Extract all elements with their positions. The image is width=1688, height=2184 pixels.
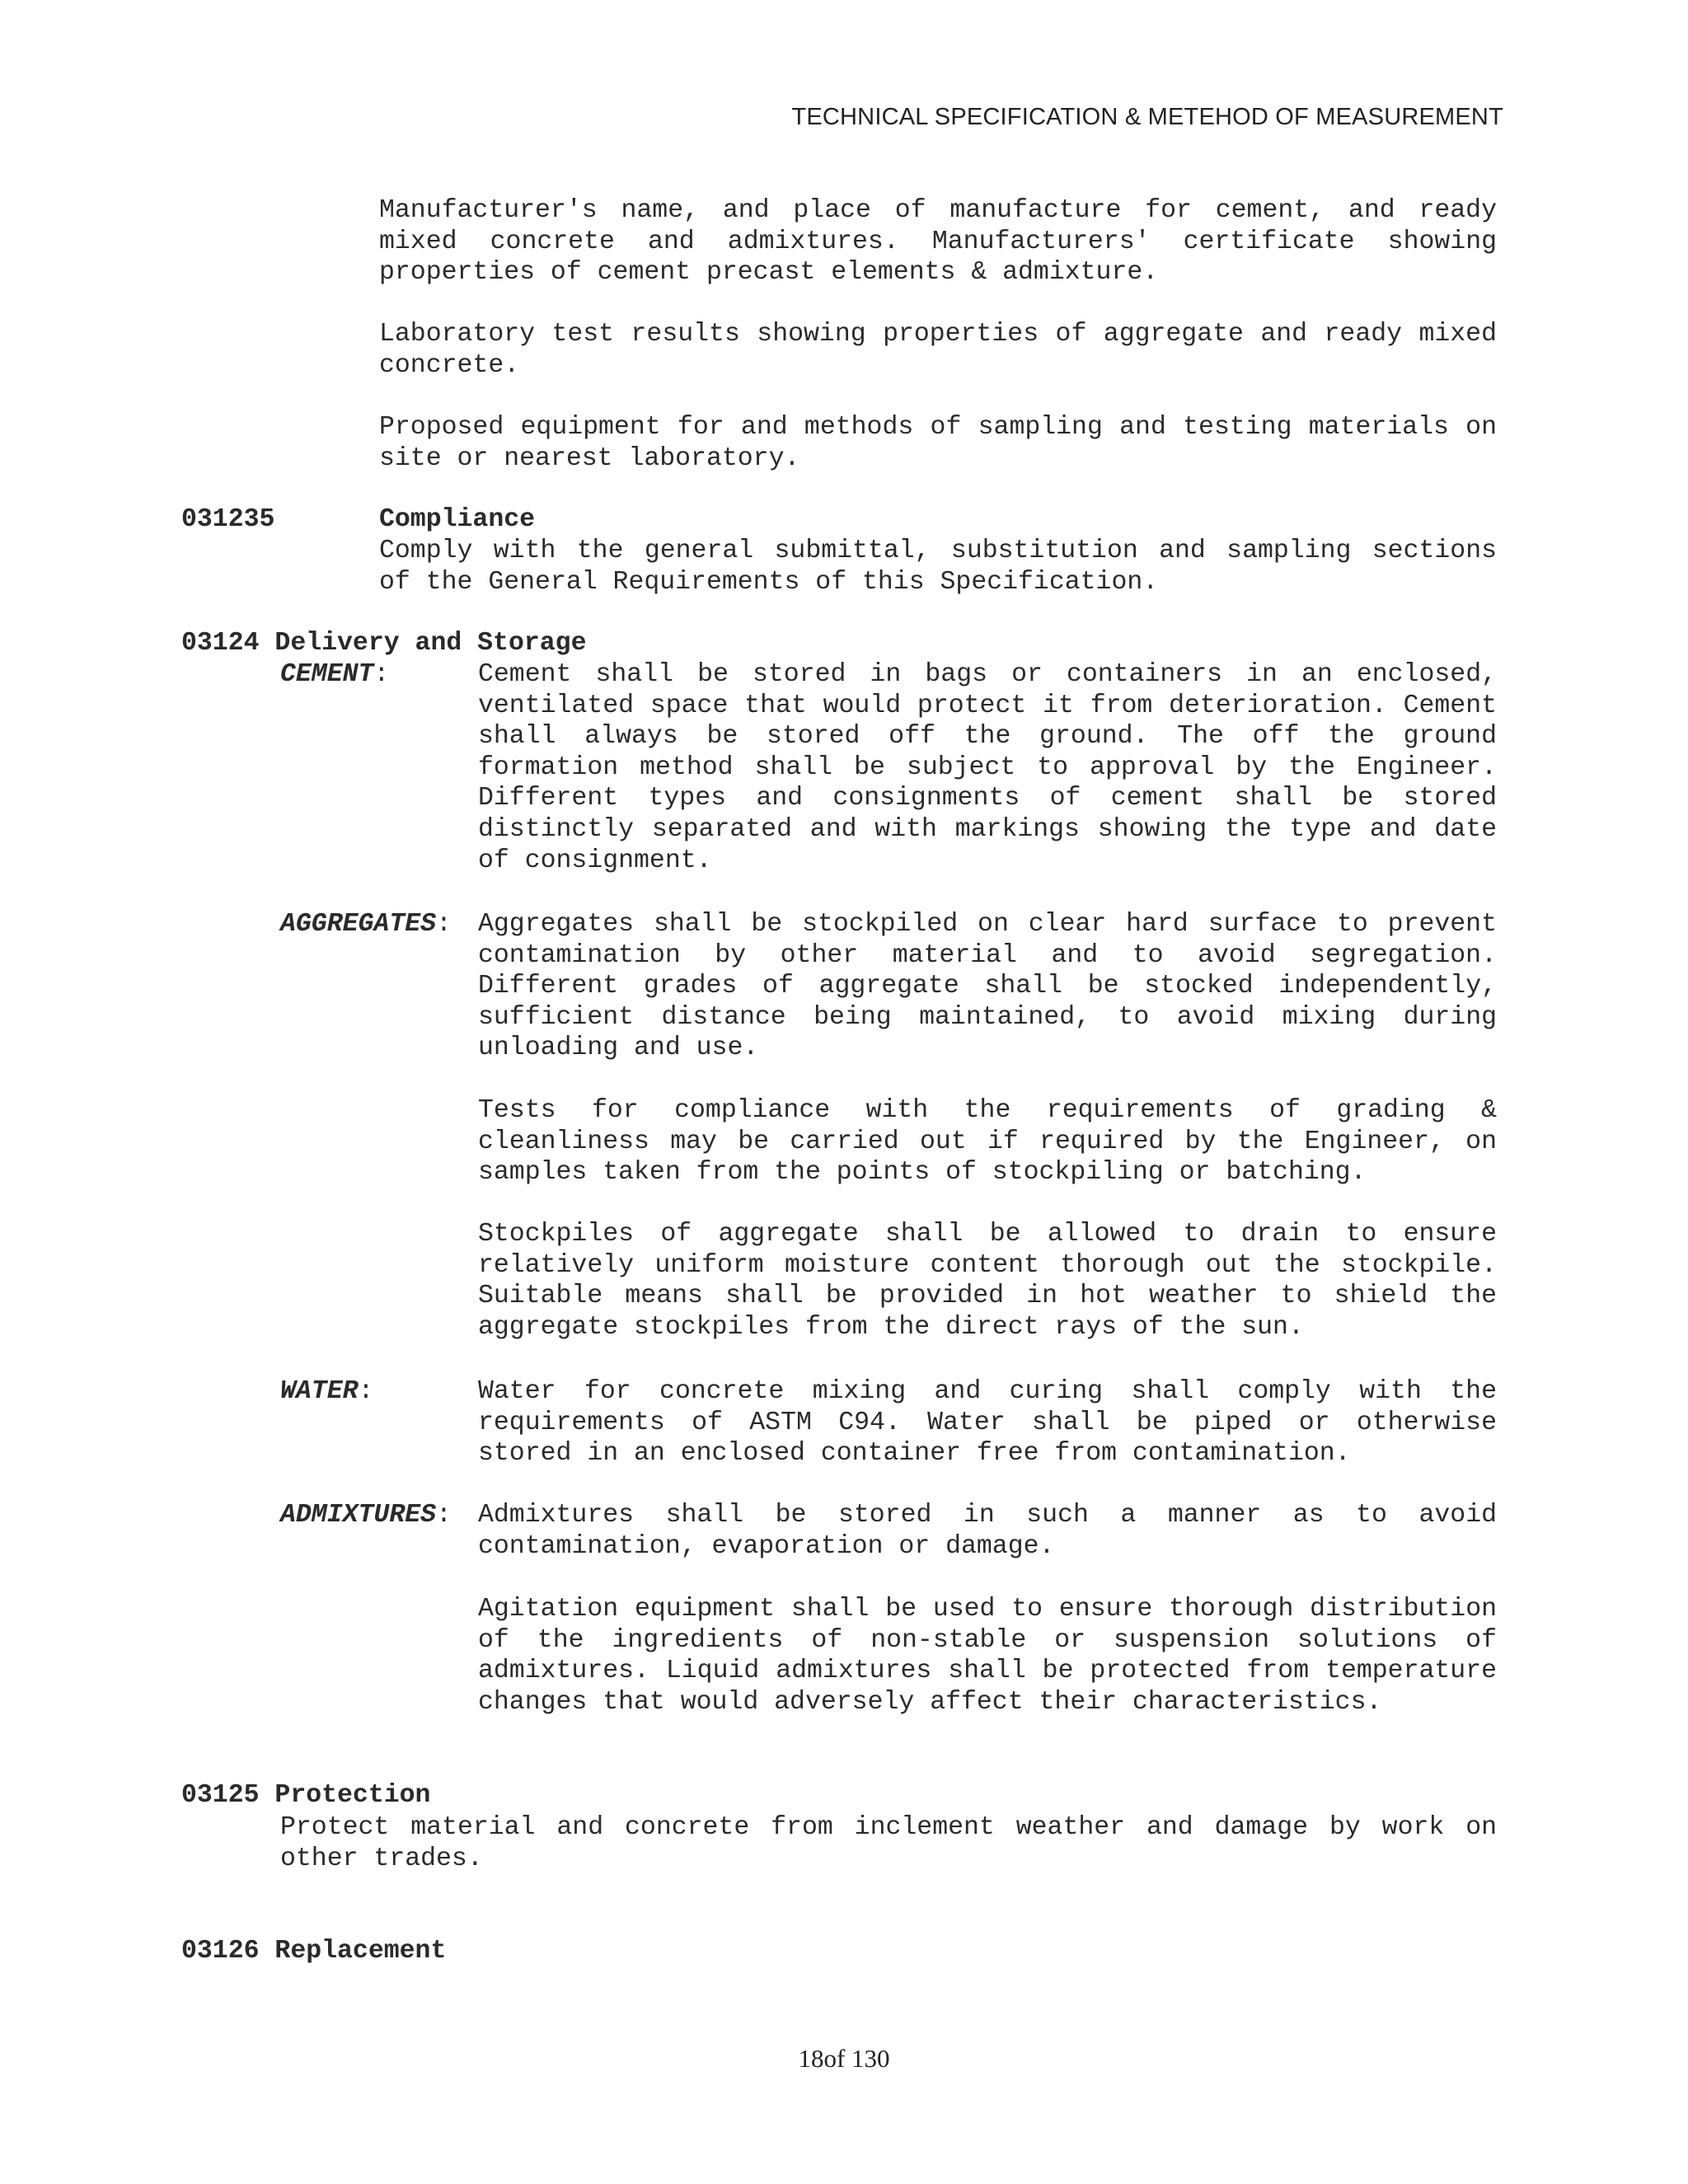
compliance-section-title: Compliance (379, 505, 536, 534)
replacement-heading: 03126 Replacement (181, 1937, 447, 1966)
aggregates-paragraph-1: Aggregates shall be stockpiled on clear hard surface to prevent contamination by other material and to avoid segregation. Different grades of aggregate shall be stocked independently, sufficient distance being maintained, to avoid mixing during unloading and use. (478, 910, 1497, 1063)
delivery-storage-heading: 03124 Delivery and Storage (181, 629, 587, 658)
intro-paragraph-1: Manufacturer's name, and place of manufacture for cement, and ready mixed concrete and admixtures. Manufacturers' certificate showing properties of cement precast elements & admixture. (379, 196, 1497, 288)
page-number-footer: 18of 130 (798, 2044, 890, 2073)
aggregates-paragraph-2: Tests for compliance with the requirements of grading & cleanliness may be carried out if required by the Engineer, on samples taken from the points of stockpiling or batching. (478, 1096, 1497, 1188)
intro-paragraph-3: Proposed equipment for and methods of sampling and testing materials on site or nearest laboratory. (379, 413, 1497, 473)
aggregates-label: AGGREGATES: (280, 910, 452, 939)
admixtures-paragraph-1: Admixtures shall be stored in such a manner as to avoid contamination, evaporation or damage. (478, 1501, 1497, 1561)
cement-paragraph: Cement shall be stored in bags or containers in an enclosed, ventilated space that would protect it from deterioration. Cement shall always be stored off the ground. The off the ground formation method shall be subject to approval by the Engineer. Different types and consignments of cement shall be stored distinctly separated and with markings showing the type and date of consignment. (478, 660, 1497, 875)
admixtures-paragraph-2: Agitation equipment shall be used to ensure thorough distribution of the ingredients of non-stable or suspension solutions of admixtures. Liquid admixtures shall be protected from temperature changes that would adversely affect their characteristics. (478, 1595, 1497, 1717)
compliance-paragraph: Comply with the general submittal, substitution and sampling sections of the General Requirements of this Specification. (379, 537, 1497, 597)
water-label: WATER: (280, 1377, 374, 1406)
admixtures-label: ADMIXTURES: (280, 1501, 452, 1530)
aggregates-paragraph-3: Stockpiles of aggregate shall be allowed to drain to ensure relatively uniform moisture content thorough out the stockpile. Suitable means shall be provided in hot weather to shield the aggregate stockpiles from the direct rays of the sun. (478, 1220, 1497, 1342)
cement-label: CEMENT: (280, 660, 390, 689)
compliance-section-number: 031235 (181, 505, 275, 534)
protection-paragraph: Protect material and concrete from inclement weather and damage by work on other trades. (280, 1813, 1497, 1873)
water-paragraph: Water for concrete mixing and curing shall comply with the requirements of ASTM C94. Water shall be piped or otherwise stored in an enclosed container free from contamination. (478, 1377, 1497, 1469)
page-header-title: TECHNICAL SPECIFICATION & METEHOD OF MEASUREMENT (791, 104, 1503, 130)
protection-heading: 03125 Protection (181, 1781, 431, 1810)
intro-paragraph-2: Laboratory test results showing properties of aggregate and ready mixed concrete. (379, 320, 1497, 380)
